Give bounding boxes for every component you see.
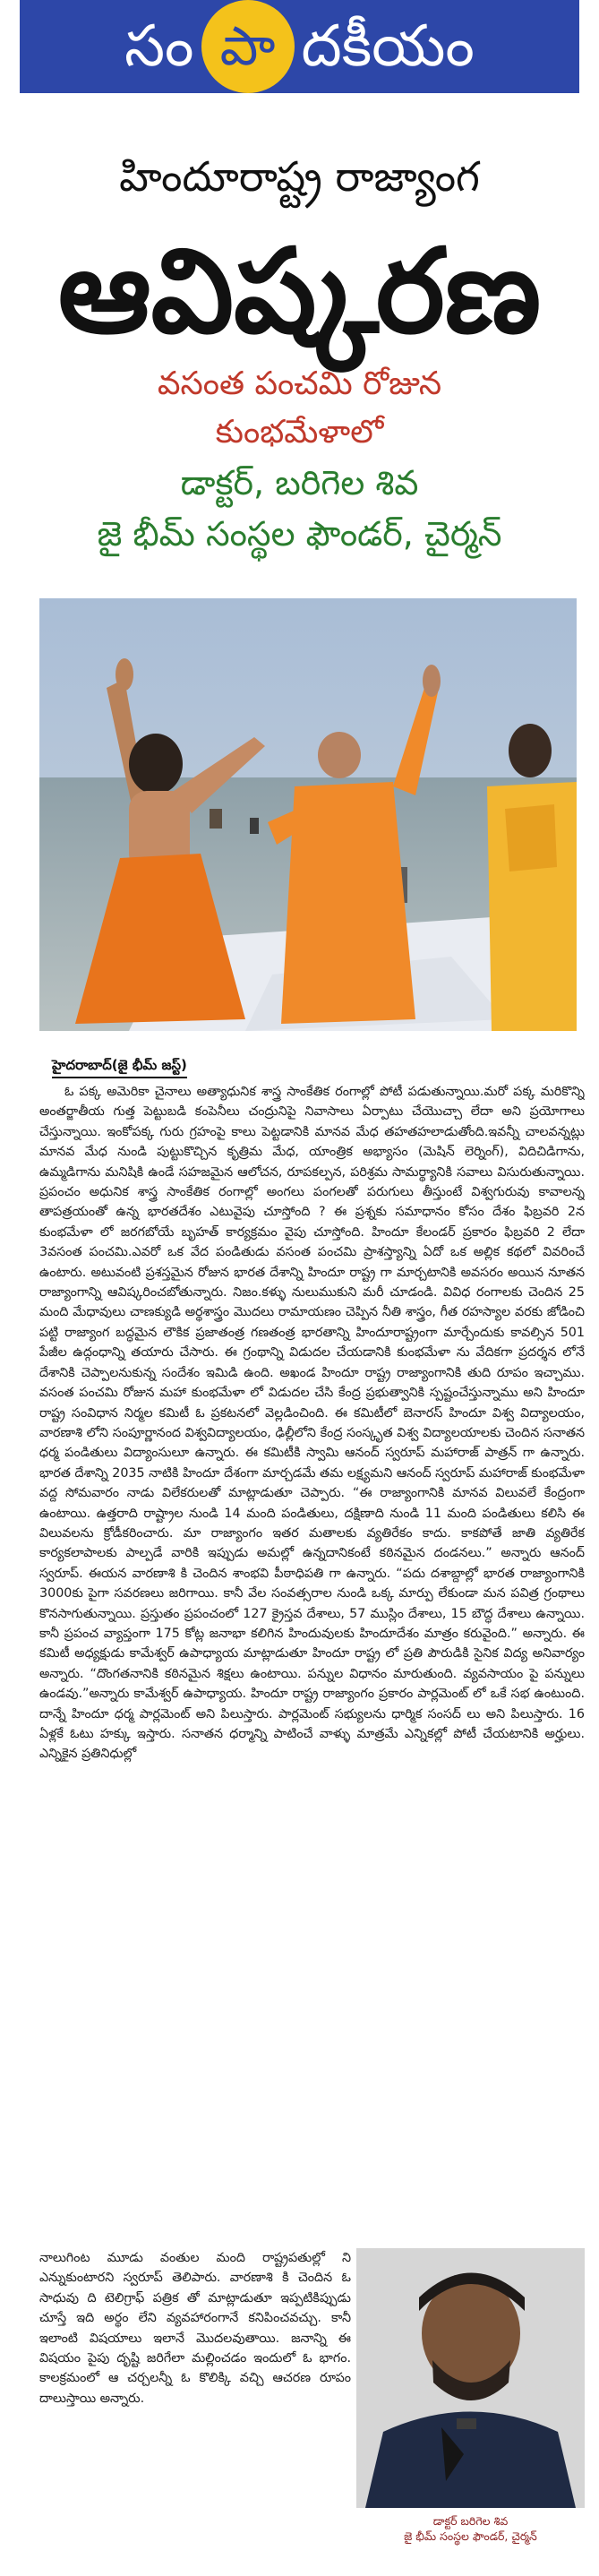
article-body — [39, 1082, 585, 2246]
subtitle-line-4: జై భీమ్ సంస్థల ఫౌండర్, చైర్మన్ — [97, 514, 502, 554]
headline-title: ఆవిష్కరణ — [57, 223, 542, 359]
subtitle-line-2: కుంభమేళాలో — [215, 414, 384, 451]
masthead-banner — [20, 0, 579, 93]
portrait-caption — [356, 2513, 585, 2544]
subtitle-line-1: వసంత పంచమి రోజున — [157, 365, 442, 402]
subtitle-line-3: డాక్టర్, బరిగెల శివ — [180, 463, 419, 502]
caption-name: డాక్టర్ బరిగెల శివ — [432, 2514, 509, 2528]
author-portrait — [356, 2248, 585, 2508]
article-paragraph: ఓ పక్క అమెరికా చైనాలు అత్యాధునిక శాస్త్ర సాంకేతిక రంగాల్లో పోటీ పడుతున్నాయి.మరో పక్క మరికొన్ని అంతర్జాతీయ గుత్త పెట్టుబడి కంపెనీలు చంద్రునిపై నివాసాలు ఏర్పాటు చేయొచ్చా లేదా అని ప్రయోగాలు చేస్తున్నాయి. ఇంకోపక్క గురు గ్రహంపై కాలు పెట్టడానికి మానవ మేధ తహతహలాడుతోంది.ఇవన్నీ చాలవన్నట్లు మానవ మేధ నుండి పుట్టుకొచ్చిన కృత్రిమ మేధ, యాంత్రిక అభ్యాసం (మెషిన్ లెర్నింగ్), విదిచిడిగాను, ఉమ్మడిగాను మనిషికి ఉండే సహజమైన ఆలోచన, రూపకల్పన, పరిశ్రమ సామర్థ్యానికి సవాలు విసురుతున్నాయి. ప్రపంచం అధునిక శాస్త్ర సాంకేతిక రంగాల్లో అంగలు పంగలతో పరుగులు తీస్తుంటే విశ్వగురువు కావాలన్న తాపత్రయంతో ఉన్న భారతదేశం ఎటువైపు చూస్తోంది ? ఈ ప్రశ్నకు సమాధానం కోసం దేశం ఫిబ్రవరి 2న కుంభమేళా లో జరగబోయే బృహత్ కార్యక్రమం వైపు చూస్తోంది. హిందూ కేలండర్ ప్రకారం ఫిబ్రవరి 2 లేదా 3వసంత పంచమి.ఎవరో ఒక వేద పండితుడు వసంత పంచమి ప్రాశస్త్యాన్ని ఏదో ఒక అల్లిక కథలో వివరించే ఉంటారు. అటువంటి ప్రశస్తమైన రోజున భారత దేశాన్ని హిందూ రాష్ట్ర గా మార్చటానికి అవసరం అయిన నూతన రాజ్యాంగాన్ని ఆవిష్కరించబోతున్నారు. నిజం.కళ్ళు నులుముకుని మరీ చూడండి. వివిధ రంగాలకు చెందిన 25 మంది మేధావులు చాణక్యుడి అర్థశాస్త్రం మొదలు రామాయణం చెప్పిన నీతి శాస్త్రం, గీత రహస్యాల వరకు జోడించి పట్టి రాజ్యాంగ బద్ధమైన లౌకిక ప్రజాతంత్ర గణతంత్ర భారతాన్ని హిందూరాష్ట్రంగా మార్చేందుకు కావల్సిన 501 పేజీల ఉద్గంధాన్ని తయారు చేసారు. ఈ గ్రంథాన్ని విడుదల చేయడానికి కుంభమేళా ను వేదికగా ప్రదర్శన లోనే దేశానికి చెప్పాలనుకున్న సందేశం ఇమిడి ఉంది. అఖండ హిందూ రాష్ట్ర రాజ్యాంగానికి తుది రూపం ఇచ్చాము. వసంత పంచమి రోజున మహా కుంభమేళా లో విడుదల చేసి కేంద్ర ప్రభుత్వానికి స్పష్టంచేస్తున్నాము అని హిందూ రాష్ట్ర సంవిధాన నిర్మల కమిటీ ఓ ప్రకటనలో వెల్లడించింది. ఈ కమిటీలో బెనారస్ హిందూ విశ్వ విద్యాలయం, వారణాశి లోని సంపూర్ణానంద విశ్వవిద్యాలయం, ఢిల్లీలోని కేంద్ర సంస్కృత విశ్వ విద్యాలయాలకు చెందిన సనాతన ధర్మ పండితులు విద్యాంసులూ ఉన్నారు. ఈ కమిటీకి స్వామి ఆనంద్ స్వరూప్ మహారాజ్ పాత్రన్ గా ఉన్నారు. భారత దేశాన్ని 2035 నాటికి హిందూ దేశంగా మార్చడమే తమ లక్ష్యమని ఆనంద్ స్వరూప్ మహారాజ్ కుంభమేళా వద్ద సోమవారం నాడు విలేకరులతో మాట్లాడుతూ చెప్పారు. “ఈ రాజ్యాంగానికి మానవ విలువలే కేంద్రంగా ఉంటాయి. ఉత్తరాది రాష్ట్రాల నుండి 14 మంది పండితులు, దక్షిణాది నుండి 11 మంది పండితులు కలిసి ఈ విలువలను క్రోడీకరించారు. మా రాజ్యాంగం ఇతర మతాలకు వ్యతిరేకం కాదు. కాకపోతే జాతి వ్యతిరేక కార్యకలాపాలకు పాల్పడే వారికి ఇప్పుడు అమల్లో ఉన్నదానికంటే కఠినమైన దండనలు.” అన్నారు ఆనంద్ స్వరూప్. ఈయన వారణాశి కి చెందిన శాంభవి పీఠాధిపతి గా ఉన్నారు. “పదు దశాబ్దాల్లో భారత రాజ్యాంగానికి 3000కు పైగా సవరణలు జరిగాయి. కానీ వేల సంవత్సరాల నుండి ఒక్క మార్పు లేకుండా మన పవిత్ర గ్రంథాలు కొనసాగుతున్నాయి. ప్రస్తుతం ప్రపంచంలో 127 క్రైస్తవ దేశాలు, 57 ముస్లిం దేశాలు, 15 బౌద్ధ దేశాలు ఉన్నాయి. కానీ ప్రపంచ వ్యాప్తంగా 175 కోట్ల జనాభా కలిగిన హిందువులకు హిందూదేశం మాత్రం కరువైంది.” అన్నారు. ఈ కమిటీ అధ్యక్షుడు కామేశ్వర్ ఉపాధ్యాయ మాట్లాడుతూ హిందూ రాష్ట్ర లో ప్రతి పౌరుడికి సైనిక విద్య అనివార్యం అన్నారు. “దొంగతనానికి కఠినమైన శిక్షలు ఉంటాయి. పన్నుల విధానం మారుతుంది. వ్యవసాయం పై పన్నులు ఉండవు.”అన్నారు కామేశ్వర్ ఉపాధ్యాయ. హిందూ రాష్ట్ర రాజ్యాంగం ప్రకారం పార్లమెంట్ లో ఒకే సభ ఉంటుంది. దాన్నే హిందూ ధర్మ పార్లమెంట్ అని పిలుస్తారు. పార్లమెంట్ సభ్యులను ధార్మిక సంసద్ లు అని పిలుస్తారు. 16 ఏళ్లకే ఓటు హక్కు ఇస్తారు. సనాతన ధర్మాన్ని పాటించే వాళ్ళు మాత్రమే ఎన్నికల్లో పోటీ చేయటానికి అర్హులు. ఎన్నికైన ప్రతినిధుల్లో — [39, 1085, 585, 1762]
news-photo — [39, 598, 577, 1031]
article-body-tail — [39, 2248, 351, 2535]
author-portrait-illustration — [356, 2248, 585, 2508]
article-paragraph-tail: నాలుగింట మూడు వంతుల మంది రాష్ట్రపతుల్లో ని ఎన్నుకుంటారని స్వరూప్ తెలిపారు. వారణాశి కి చెందిన ఓ సాధువు ది టెలిగ్రాఫ్ పత్రిక తో మాట్లాడుతూ ఇప్పటికిప్పుడు చూస్తే ఇది అర్థం లేని వ్యవహారంగానే కనిపించవచ్చు. కానీ ఇలాంటి విషయాలు ఇలానే మొదలవుతాయి. జనాన్ని ఈ విషయం పైపు దృష్టి జరిగేలా మల్లించడం ఇందులో ఓ భాగం. కాలక్రమంలో ఆ చర్చలన్నీ ఓ కొలిక్కి వచ్చి ఆచరణ రూపం దాలుస్తాయి అన్నారు. — [39, 2251, 351, 2406]
news-photo-illustration — [39, 598, 577, 1031]
masthead-left: సం — [124, 13, 194, 80]
masthead-circle: పా — [201, 0, 295, 93]
headline-kicker: హిందూరాష్ట్ర రాజ్యాంగ — [119, 152, 480, 201]
dateline: హైదరాబాద్(జై భీమ్ జస్ట్) — [52, 1057, 187, 1078]
masthead-title — [20, 0, 579, 93]
caption-title: జై భీమ్ సంస్థల ఫౌండర్, చైర్మన్ — [404, 2529, 537, 2543]
masthead-right: దకీయం — [301, 13, 475, 80]
